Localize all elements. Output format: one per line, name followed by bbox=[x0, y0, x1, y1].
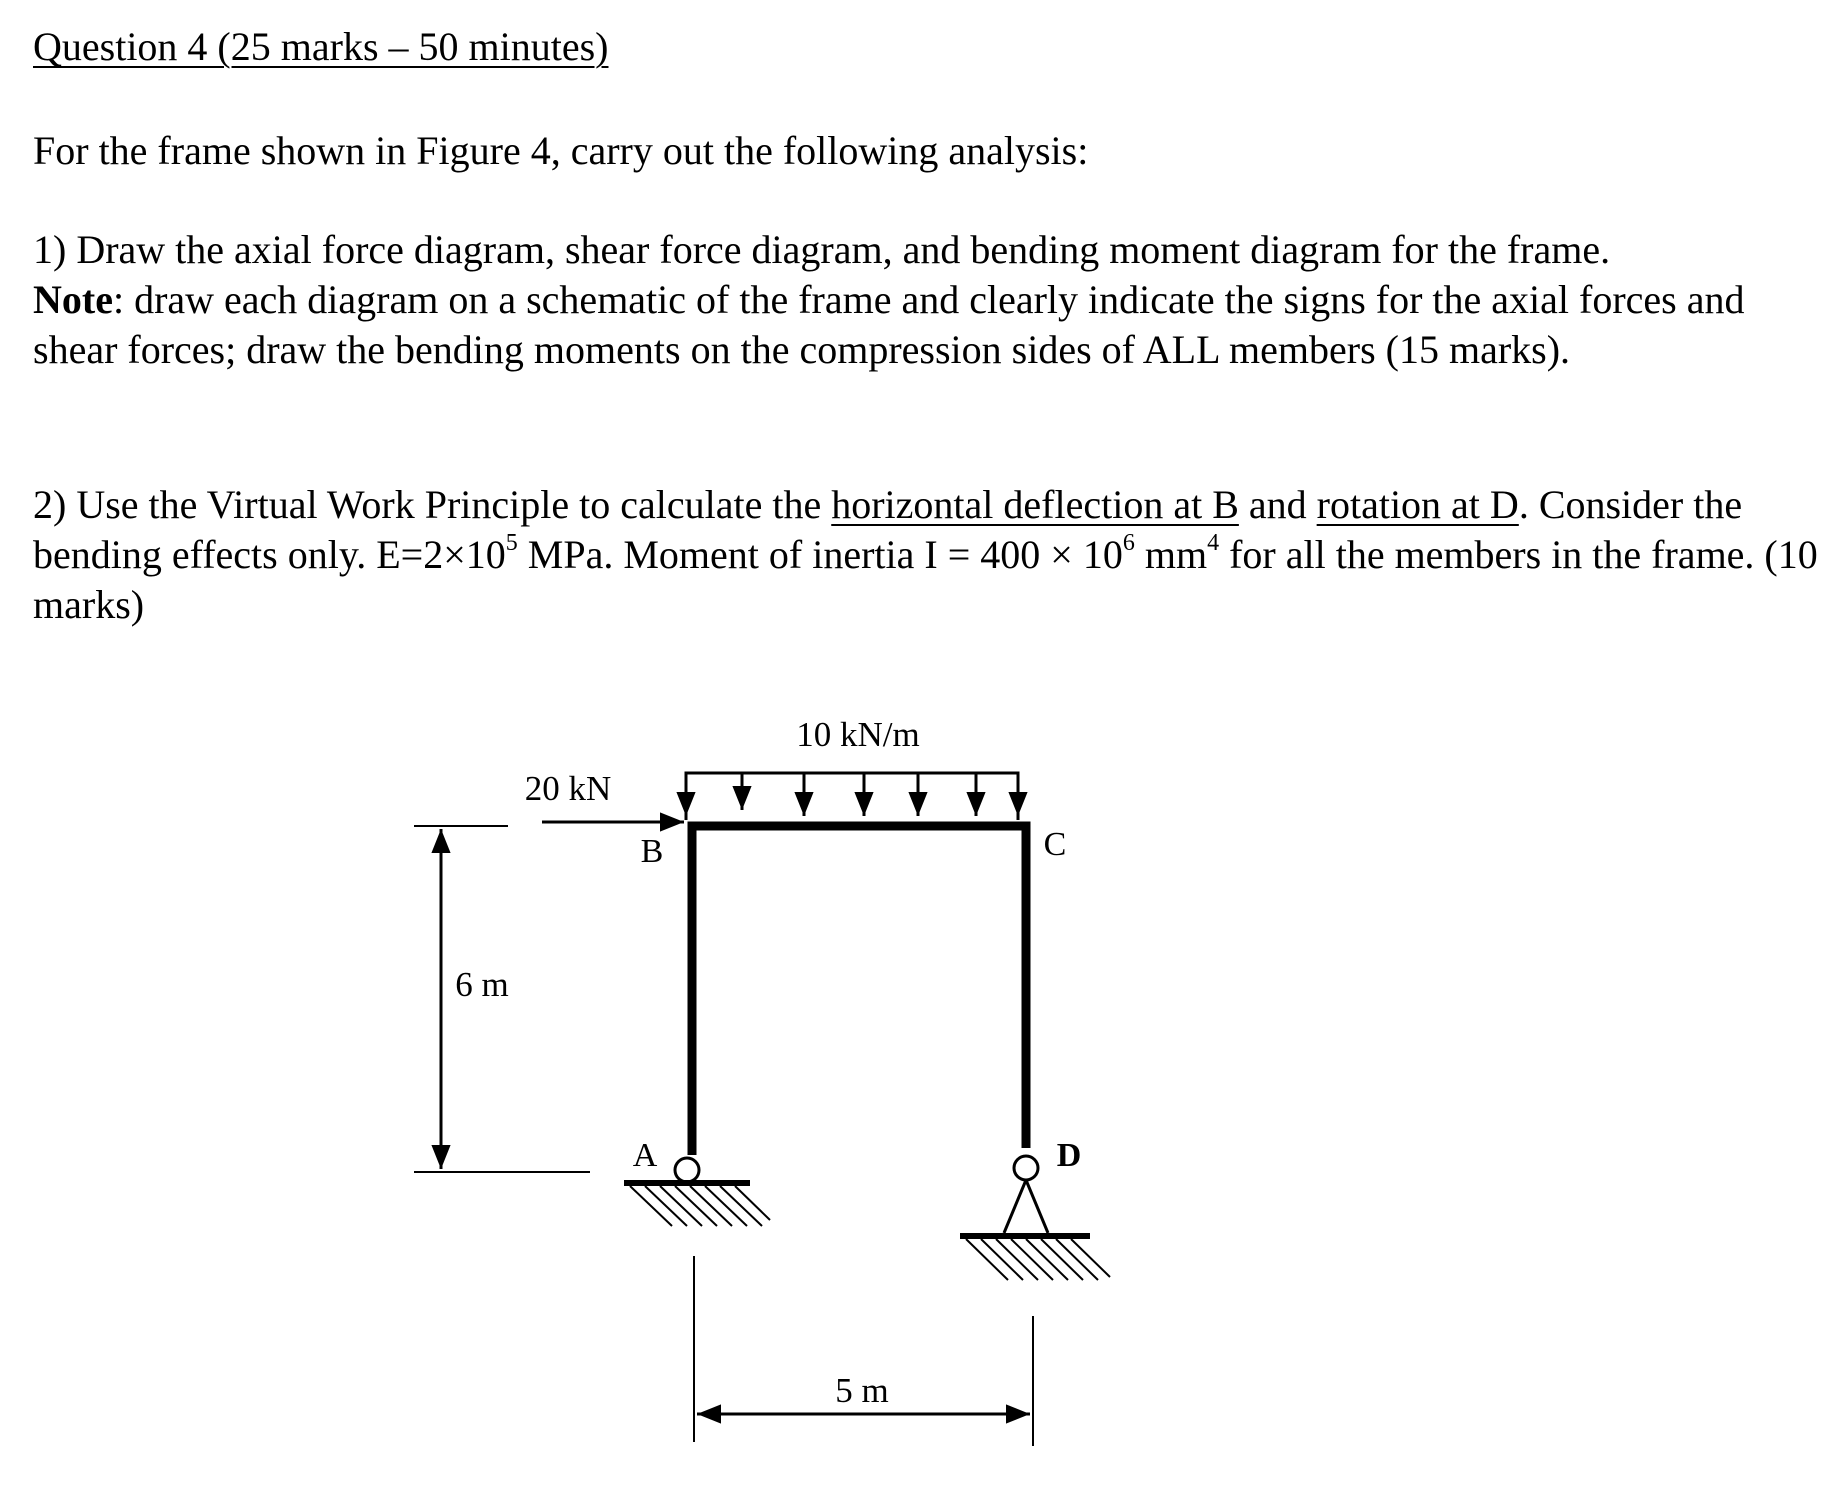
part-2-text-5: mm bbox=[1134, 532, 1208, 577]
part-2-text-1: 2) Use the Virtual Work Principle to calculate the bbox=[33, 482, 832, 527]
part-2-text-3: . Consider the bending effects only. E=2×10 bbox=[33, 482, 1743, 577]
rotation-phrase: rotation at D bbox=[1316, 482, 1519, 527]
udl-box bbox=[686, 773, 1018, 820]
part-1-lead: 1) Draw the axial force diagram, shear force diagram, and bending moment diagram for the frame. bbox=[33, 227, 1611, 272]
support-d bbox=[960, 1156, 1110, 1280]
note-text: : draw each diagram on a schematic of the frame and clearly indicate the signs for the axial forces and shear forces; draw the bending moments on the compression sides of ALL members (15 marks). bbox=[33, 277, 1745, 372]
unit-exponent: 4 bbox=[1207, 530, 1220, 556]
frame-members bbox=[692, 826, 1026, 1155]
node-c-label: C bbox=[1043, 826, 1067, 863]
span-label: 5 m bbox=[835, 1371, 889, 1410]
node-a-label: A bbox=[632, 1137, 658, 1174]
part-2-text-6: for all the members in the frame. (10 marks) bbox=[33, 532, 1818, 627]
modulus-exponent: 5 bbox=[505, 530, 518, 556]
inertia-exponent: 6 bbox=[1122, 530, 1135, 556]
span-dimension bbox=[694, 1256, 1033, 1446]
distributed-load bbox=[686, 773, 1018, 820]
horizontal-deflection-phrase: horizontal deflection at B bbox=[831, 482, 1239, 527]
node-d-label: D bbox=[1056, 1137, 1082, 1174]
udl-label: 10 kN/m bbox=[796, 715, 920, 754]
question-intro-text: For the frame shown in Figure 4, carry out the following analysis: bbox=[33, 128, 1089, 173]
question-title-text: Question 4 (25 marks – 50 minutes) bbox=[33, 24, 609, 69]
pin-d-icon bbox=[1014, 1156, 1038, 1180]
note-label: Note bbox=[33, 277, 113, 322]
height-label: 6 m bbox=[455, 965, 509, 1004]
hatch-a bbox=[630, 1186, 770, 1226]
point-load-label: 20 kN bbox=[524, 769, 612, 808]
pin-a-icon bbox=[675, 1158, 699, 1182]
node-b-label: B bbox=[640, 833, 664, 870]
part-2-text-2: and bbox=[1238, 482, 1317, 527]
support-triangle bbox=[1004, 1180, 1048, 1233]
part-2-text-4: MPa. Moment of inertia I = 400 × 10 bbox=[517, 532, 1123, 577]
frame-outline bbox=[692, 826, 1026, 1155]
hatch-d bbox=[966, 1239, 1110, 1280]
